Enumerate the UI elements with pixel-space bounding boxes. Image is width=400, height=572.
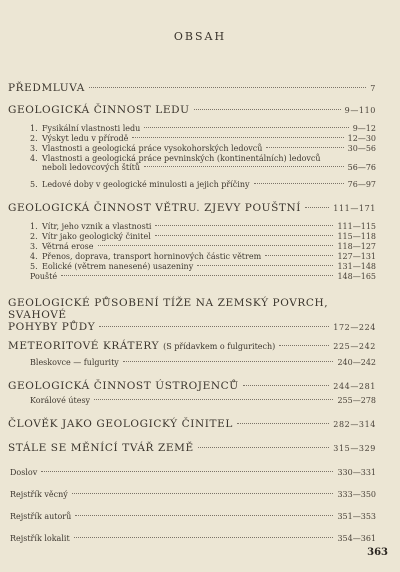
dot-leader (254, 183, 344, 184)
toc-subentry-vetru-3 (30, 242, 376, 251)
toc-subentry-number: 5. (30, 180, 38, 189)
toc-entry-label: Doslov (10, 468, 38, 477)
toc-entry-ledu (8, 104, 376, 116)
toc-entry-label: Vítr, jeho vznik a vlastnosti (42, 222, 152, 231)
toc-entry-pages: 127—131 (337, 252, 376, 261)
dot-leader (94, 399, 333, 400)
toc-entry-tvar (8, 442, 376, 454)
toc-entry-pages: 115—118 (337, 232, 376, 241)
toc-subentry-vetru-1 (30, 222, 376, 231)
toc-entry-label: PŘEDMLUVA (8, 82, 85, 94)
toc-subentry-ledu-3 (30, 144, 376, 153)
dot-leader (155, 235, 334, 236)
dot-leader (155, 225, 333, 226)
dot-leader (74, 537, 334, 538)
dot-leader (266, 147, 343, 148)
toc-subentry-ledu-1 (30, 124, 376, 133)
toc-entry-pages: 118—127 (337, 242, 376, 251)
toc-subentry-ledu-5 (30, 180, 376, 189)
toc-entry-label: STÁLE SE MĚNÍCÍ TVÁŘ ZEMĚ (8, 442, 194, 454)
toc-entry-pages: 240—242 (337, 358, 376, 367)
toc-subentry-number: 2. (30, 134, 38, 143)
dot-leader (279, 345, 329, 346)
toc-entry-rejstrik-lokalit (10, 534, 376, 543)
dot-leader (237, 423, 329, 424)
dot-leader (265, 255, 333, 256)
toc-entry-pages: 244—281 (333, 382, 376, 391)
toc-entry-label: Fysikální vlastnosti ledu (42, 124, 141, 133)
dot-leader (98, 245, 334, 246)
toc-subentry-number: 3. (30, 144, 38, 153)
dot-leader (144, 166, 344, 167)
toc-entry-clovek (8, 418, 376, 430)
toc-entry-label: Korálové útesy (30, 396, 91, 405)
toc-entry-pages: 282—314 (333, 420, 376, 429)
toc-subentry-number: 4. (30, 252, 38, 261)
toc-entry-label: GEOLOGICKÁ ČINNOST VĚTRU. ZJEVY POUŠTNÍ (8, 202, 302, 214)
toc-entry-label-line2 (8, 321, 376, 333)
toc-subentry-number: 1. (30, 124, 38, 133)
toc-entry-label: Rejstřík věcný (10, 490, 68, 499)
toc-entry-label: Vítr jako geologický činitel (42, 232, 151, 241)
dot-leader (197, 265, 333, 266)
toc-subentry-vetru-5 (30, 262, 376, 271)
dot-leader (123, 361, 334, 362)
toc-entry-note: (S přídavkem o fulguritech) (163, 342, 276, 351)
toc-subentry-bleskovce (30, 358, 376, 367)
dot-leader (144, 127, 348, 128)
toc-subentry-number: 5. (30, 262, 38, 271)
toc-entry-pages: 172—224 (333, 323, 376, 332)
toc-entry-vetru (8, 202, 376, 214)
toc-entry-label: METEORITOVÉ KRÁTERY (8, 340, 160, 352)
toc-entry-label-continued: POHYBY PŮDY (8, 321, 96, 333)
toc-entry-pages: 111—171 (333, 204, 376, 213)
toc-entry-label: Bleskovce — fulgurity (30, 358, 119, 367)
dot-leader (75, 515, 333, 516)
toc-entry-pages: 56—76 (347, 163, 376, 172)
page-number: 363 (367, 547, 388, 558)
toc-entry-pages: 354—361 (337, 534, 376, 543)
toc-entry-label: GEOLOGICKÁ ČINNOST LEDU (8, 104, 190, 116)
dot-leader (99, 326, 329, 327)
toc-entry-pages: 131—148 (337, 262, 376, 271)
toc-entry-pages: 30—56 (347, 144, 376, 153)
toc-entry-label: GEOLOGICKÁ ČINNOST ÚSTROJENCŮ (8, 380, 239, 392)
toc-entry-label: Přenos, doprava, transport horninových částic větrem (42, 252, 262, 261)
dot-leader (198, 447, 330, 448)
toc-entry-meteority (8, 340, 376, 352)
toc-entry-rejstrik-vecny (10, 490, 376, 499)
toc-entry-label: Výskyt ledu v přírodě (42, 134, 129, 143)
dot-leader (89, 87, 366, 88)
toc-entry-doslov (10, 468, 376, 477)
toc-entry-pages: 351—353 (337, 512, 376, 521)
toc-subentry-ledu-4 (30, 154, 376, 172)
toc-entry-pages: 111—115 (337, 222, 376, 231)
dot-leader (305, 207, 329, 208)
toc-subentry-vetru-2 (30, 232, 376, 241)
dot-leader (243, 385, 329, 386)
toc-entry-pages: 225—242 (333, 342, 376, 351)
dot-leader (41, 471, 333, 472)
toc-subentry-vetru-6 (30, 272, 376, 281)
toc-entry-label: Eolické (větrem nanesené) usazeniny (42, 262, 194, 271)
toc-subentry-number: 3. (30, 242, 38, 251)
toc-entry-pages: 7 (370, 84, 376, 93)
toc-subentry-koralove (30, 396, 376, 405)
toc-subentry-number: 2. (30, 232, 38, 241)
toc-subentry-number: 1. (30, 222, 38, 231)
toc-entry-pages: 255—278 (337, 396, 376, 405)
toc-entry-label: Ledové doby v geologické minulosti a jejich příčiny (42, 180, 250, 189)
toc-entry-ustrojencu (8, 380, 376, 392)
toc-entry-label: Vlastnosti a geologická práce vysokohorských ledovců (42, 144, 263, 153)
toc-entry-label-continued: neboli ledovcových štítů (42, 163, 140, 172)
toc-entry-pages: 9—110 (344, 106, 376, 115)
toc-entry-label-line2 (30, 163, 376, 172)
dot-leader (132, 137, 343, 138)
toc-entry-label: ČLOVĚK JAKO GEOLOGICKÝ ČINITEL (8, 418, 233, 430)
toc-subentry-vetru-4 (30, 252, 376, 261)
toc-entry-label: Vlastnosti a geologická práce pevninských (kontinentálních) ledovců (42, 154, 321, 163)
dot-leader (61, 275, 333, 276)
dot-leader (72, 493, 334, 494)
page-title: OBSAH (173, 30, 227, 43)
toc-entry-label: Rejstřík autorů (10, 512, 72, 521)
toc-entry-label: GEOLOGICKÉ PŮSOBENÍ TÍŽE NA ZEMSKÝ POVRCH, SVAHOVÉ (8, 297, 329, 321)
toc-entry-label-line1 (30, 154, 376, 163)
toc-entry-predmluva (8, 82, 376, 94)
toc-entry-pages: 315—329 (333, 444, 376, 453)
toc-subentry-number: 4. (30, 154, 38, 163)
toc-entry-pages: 333—350 (337, 490, 376, 499)
toc-entry-pages: 12—30 (347, 134, 376, 143)
dot-leader (194, 109, 341, 110)
toc-entry-tize (8, 297, 376, 333)
toc-entry-rejstrik-autoru (10, 512, 376, 521)
toc-entry-label: Rejstřík lokalit (10, 534, 70, 543)
toc-entry-label: Poušté (30, 272, 58, 281)
toc-entry-pages: 330—331 (337, 468, 376, 477)
toc-entry-pages: 76—97 (347, 180, 376, 189)
toc-entry-pages: 9—12 (352, 124, 376, 133)
toc-subentry-ledu-2 (30, 134, 376, 143)
toc-entry-pages: 148—165 (337, 272, 376, 281)
toc-entry-label: Větrná erose (42, 242, 94, 251)
